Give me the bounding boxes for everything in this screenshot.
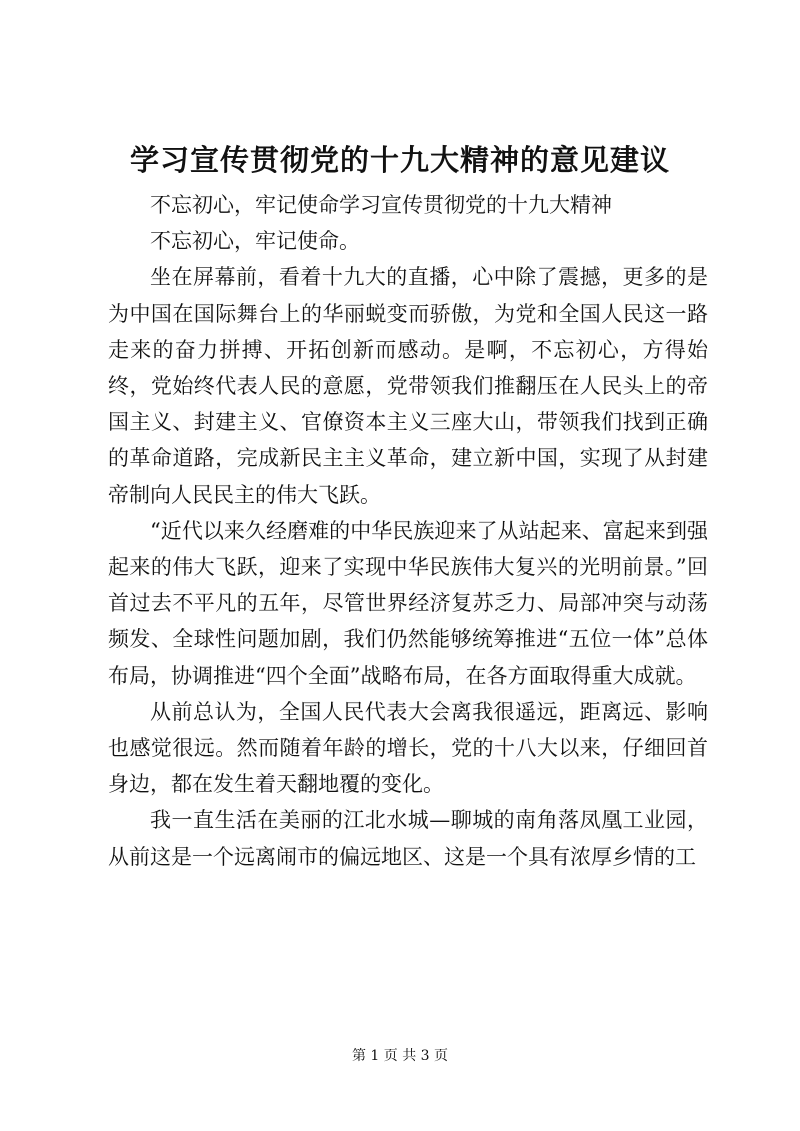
paragraph-6	[108, 802, 708, 874]
page-number-footer: 第 1 页 共 3 页	[351, 1048, 449, 1064]
text-line: 义、封建主义、官僚资本主义三座大山，带领我们找到正确的革	[108, 410, 708, 471]
paragraph-3	[108, 259, 708, 512]
document-body	[108, 187, 708, 875]
text-line: 回首过去不平凡的五年，尽管世界经济复苏乏力、局部冲突与动	[108, 555, 709, 616]
text-line: 向人民民主的伟大飞跃。	[150, 482, 381, 507]
paragraph-4	[108, 513, 708, 694]
text-line: 为中国在国际舞台上的华丽蜕变而骄傲，为党和全国人民这一路	[108, 301, 708, 326]
text-line: 走来的奋力拼搏、开拓创新而感动。是啊，不忘初心，方得始终，	[108, 337, 708, 399]
text-line: 我一直生活在美丽的江北水城—聊城的南角落凤凰工业园，	[150, 808, 708, 833]
text-line: 成就。	[633, 663, 697, 688]
text-line: 从前这是一个远离闹市的偏远地区、这是一个具有浓厚乡情的工	[108, 844, 696, 869]
text-line: 总体布局，协调推进“四个全面”战略布局，在各方面取得重大	[108, 627, 708, 688]
text-line: 不忘初心，牢记使命学习宣传贯彻党的十九大精神	[150, 193, 612, 217]
paragraph-1	[108, 187, 708, 223]
document-title: 学习宣传贯彻党的十九大精神的意见建议	[129, 143, 670, 177]
text-line: 从前总认为，全国人民代表大会离我很遥远，距离远、影响	[150, 699, 708, 724]
text-line: 也感觉很远。然而随着年龄的增长，党的十八大以来，仔细回首	[108, 736, 708, 761]
paragraph-5	[108, 694, 708, 803]
text-line: 荡频发、全球性问题加剧，我们仍然能够统筹推进“五位一体”	[108, 591, 708, 652]
text-line: 坐在屏幕前，看着十九大的直播，心中除了震撼，更多的是	[150, 265, 708, 290]
text-line: 身边，都在发生着天翻地覆的变化。	[108, 772, 444, 797]
text-line: 命道路，完成新民主主义革命，建立新中国，实现了从封建帝制	[108, 446, 708, 507]
text-line: 不忘初心，牢记使命。	[150, 229, 360, 254]
text-line: 党始终代表人民的意愿，党带领我们推翻压在人民头上的帝国主	[108, 374, 708, 435]
text-line: 强起来的伟大飞跃，迎来了实现中华民族伟大复兴的光明前景。”	[108, 518, 708, 580]
text-line: “近代以来久经磨难的中华民族迎来了从站起来、富起来到	[150, 518, 687, 543]
paragraph-2	[108, 223, 708, 259]
